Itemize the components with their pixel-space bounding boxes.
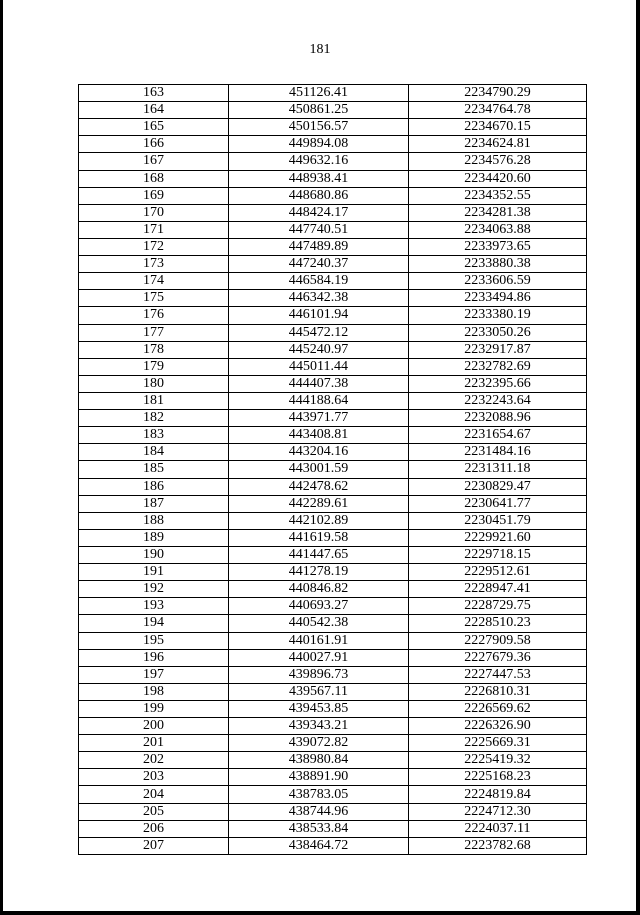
y-coordinate-cell: 2234352.55	[409, 187, 587, 204]
point-number-cell: 206	[79, 820, 229, 837]
table-row	[79, 649, 587, 666]
table-row	[79, 700, 587, 717]
y-coordinate-cell: 2233880.38	[409, 256, 587, 273]
table-row	[79, 718, 587, 735]
table-row	[79, 512, 587, 529]
x-coordinate-cell: 438464.72	[229, 837, 409, 854]
y-coordinate-cell: 2227447.53	[409, 666, 587, 683]
point-number-cell: 198	[79, 683, 229, 700]
x-coordinate-cell: 439567.11	[229, 683, 409, 700]
point-number-cell: 165	[79, 119, 229, 136]
table-row	[79, 837, 587, 854]
x-coordinate-cell: 439072.82	[229, 735, 409, 752]
y-coordinate-cell: 2230829.47	[409, 478, 587, 495]
y-coordinate-cell: 2225168.23	[409, 769, 587, 786]
table-row	[79, 598, 587, 615]
table-row	[79, 581, 587, 598]
y-coordinate-cell: 2227679.36	[409, 649, 587, 666]
x-coordinate-cell: 440693.27	[229, 598, 409, 615]
table-row	[79, 256, 587, 273]
point-number-cell: 201	[79, 735, 229, 752]
point-number-cell: 182	[79, 410, 229, 427]
x-coordinate-cell: 443204.16	[229, 444, 409, 461]
point-number-cell: 207	[79, 837, 229, 854]
x-coordinate-cell: 451126.41	[229, 85, 409, 102]
x-coordinate-cell: 440161.91	[229, 632, 409, 649]
point-number-cell: 200	[79, 718, 229, 735]
x-coordinate-cell: 438744.96	[229, 803, 409, 820]
table-row	[79, 204, 587, 221]
table-row	[79, 529, 587, 546]
table-row	[79, 136, 587, 153]
x-coordinate-cell: 448938.41	[229, 170, 409, 187]
x-coordinate-cell: 442478.62	[229, 478, 409, 495]
point-number-cell: 204	[79, 786, 229, 803]
x-coordinate-cell: 439343.21	[229, 718, 409, 735]
y-coordinate-cell: 2223782.68	[409, 837, 587, 854]
point-number-cell: 170	[79, 204, 229, 221]
point-number-cell: 171	[79, 221, 229, 238]
x-coordinate-cell: 440846.82	[229, 581, 409, 598]
x-coordinate-cell: 445240.97	[229, 341, 409, 358]
y-coordinate-cell: 2229512.61	[409, 564, 587, 581]
y-coordinate-cell: 2234420.60	[409, 170, 587, 187]
x-coordinate-cell: 440027.91	[229, 649, 409, 666]
point-number-cell: 183	[79, 427, 229, 444]
table-row	[79, 273, 587, 290]
x-coordinate-cell: 443408.81	[229, 427, 409, 444]
table-row	[79, 238, 587, 255]
y-coordinate-cell: 2234281.38	[409, 204, 587, 221]
y-coordinate-cell: 2232782.69	[409, 358, 587, 375]
scan-border-right	[636, 0, 640, 915]
y-coordinate-cell: 2228947.41	[409, 581, 587, 598]
x-coordinate-cell: 445472.12	[229, 324, 409, 341]
y-coordinate-cell: 2234063.88	[409, 221, 587, 238]
x-coordinate-cell: 446342.38	[229, 290, 409, 307]
point-number-cell: 180	[79, 375, 229, 392]
point-number-cell: 188	[79, 512, 229, 529]
y-coordinate-cell: 2231654.67	[409, 427, 587, 444]
x-coordinate-cell: 443001.59	[229, 461, 409, 478]
point-number-cell: 167	[79, 153, 229, 170]
table-row	[79, 769, 587, 786]
x-coordinate-cell: 441619.58	[229, 529, 409, 546]
y-coordinate-cell: 2232243.64	[409, 392, 587, 409]
y-coordinate-cell: 2229921.60	[409, 529, 587, 546]
point-number-cell: 176	[79, 307, 229, 324]
x-coordinate-cell: 438980.84	[229, 752, 409, 769]
y-coordinate-cell: 2229718.15	[409, 546, 587, 563]
point-number-cell: 178	[79, 341, 229, 358]
point-number-cell: 189	[79, 529, 229, 546]
table-row	[79, 221, 587, 238]
y-coordinate-cell: 2232395.66	[409, 375, 587, 392]
y-coordinate-cell: 2231311.18	[409, 461, 587, 478]
table-row	[79, 341, 587, 358]
point-number-cell: 202	[79, 752, 229, 769]
y-coordinate-cell: 2232088.96	[409, 410, 587, 427]
x-coordinate-cell: 442289.61	[229, 495, 409, 512]
point-number-cell: 196	[79, 649, 229, 666]
table-row	[79, 786, 587, 803]
table-row	[79, 735, 587, 752]
x-coordinate-cell: 448424.17	[229, 204, 409, 221]
table-row	[79, 85, 587, 102]
x-coordinate-cell: 450156.57	[229, 119, 409, 136]
x-coordinate-cell: 449894.08	[229, 136, 409, 153]
y-coordinate-cell: 2234670.15	[409, 119, 587, 136]
x-coordinate-cell: 448680.86	[229, 187, 409, 204]
table-row	[79, 187, 587, 204]
point-number-cell: 181	[79, 392, 229, 409]
table-row	[79, 461, 587, 478]
table-row	[79, 119, 587, 136]
page-number: 181	[309, 42, 331, 57]
x-coordinate-cell: 446584.19	[229, 273, 409, 290]
x-coordinate-cell: 439453.85	[229, 700, 409, 717]
table-row	[79, 375, 587, 392]
point-number-cell: 185	[79, 461, 229, 478]
point-number-cell: 203	[79, 769, 229, 786]
x-coordinate-cell: 438891.90	[229, 769, 409, 786]
point-number-cell: 163	[79, 85, 229, 102]
point-number-cell: 166	[79, 136, 229, 153]
y-coordinate-cell: 2226569.62	[409, 700, 587, 717]
x-coordinate-cell: 444188.64	[229, 392, 409, 409]
x-coordinate-cell: 447489.89	[229, 238, 409, 255]
point-number-cell: 194	[79, 615, 229, 632]
y-coordinate-cell: 2225669.31	[409, 735, 587, 752]
y-coordinate-cell: 2224819.84	[409, 786, 587, 803]
point-number-cell: 172	[79, 238, 229, 255]
table-row	[79, 444, 587, 461]
point-number-cell: 184	[79, 444, 229, 461]
y-coordinate-cell: 2225419.32	[409, 752, 587, 769]
table-row	[79, 803, 587, 820]
table-row	[79, 495, 587, 512]
y-coordinate-cell: 2234764.78	[409, 102, 587, 119]
table-row	[79, 546, 587, 563]
table-row	[79, 102, 587, 119]
point-number-cell: 190	[79, 546, 229, 563]
point-number-cell: 191	[79, 564, 229, 581]
table-row	[79, 666, 587, 683]
y-coordinate-cell: 2233973.65	[409, 238, 587, 255]
y-coordinate-cell: 2224037.11	[409, 820, 587, 837]
table-row	[79, 324, 587, 341]
y-coordinate-cell: 2234576.28	[409, 153, 587, 170]
x-coordinate-cell: 450861.25	[229, 102, 409, 119]
x-coordinate-cell: 447240.37	[229, 256, 409, 273]
x-coordinate-cell: 443971.77	[229, 410, 409, 427]
table-row	[79, 290, 587, 307]
table-row	[79, 632, 587, 649]
point-number-cell: 175	[79, 290, 229, 307]
x-coordinate-cell: 438533.84	[229, 820, 409, 837]
table-row	[79, 564, 587, 581]
point-number-cell: 169	[79, 187, 229, 204]
x-coordinate-cell: 440542.38	[229, 615, 409, 632]
y-coordinate-cell: 2227909.58	[409, 632, 587, 649]
y-coordinate-cell: 2231484.16	[409, 444, 587, 461]
x-coordinate-cell: 445011.44	[229, 358, 409, 375]
point-number-cell: 192	[79, 581, 229, 598]
table-row	[79, 410, 587, 427]
point-number-cell: 197	[79, 666, 229, 683]
y-coordinate-cell: 2224712.30	[409, 803, 587, 820]
y-coordinate-cell: 2233380.19	[409, 307, 587, 324]
point-number-cell: 205	[79, 803, 229, 820]
y-coordinate-cell: 2228510.23	[409, 615, 587, 632]
point-number-cell: 195	[79, 632, 229, 649]
x-coordinate-cell: 446101.94	[229, 307, 409, 324]
table-row	[79, 307, 587, 324]
point-number-cell: 174	[79, 273, 229, 290]
table-row	[79, 820, 587, 837]
table-row	[79, 392, 587, 409]
y-coordinate-cell: 2230451.79	[409, 512, 587, 529]
y-coordinate-cell: 2230641.77	[409, 495, 587, 512]
point-number-cell: 187	[79, 495, 229, 512]
table-row	[79, 427, 587, 444]
y-coordinate-cell: 2232917.87	[409, 341, 587, 358]
table-row	[79, 615, 587, 632]
point-number-cell: 173	[79, 256, 229, 273]
point-number-cell: 186	[79, 478, 229, 495]
x-coordinate-cell: 438783.05	[229, 786, 409, 803]
point-number-cell: 177	[79, 324, 229, 341]
x-coordinate-cell: 449632.16	[229, 153, 409, 170]
y-coordinate-cell: 2228729.75	[409, 598, 587, 615]
y-coordinate-cell: 2233050.26	[409, 324, 587, 341]
scan-border-left	[0, 0, 3, 915]
table-row	[79, 752, 587, 769]
x-coordinate-cell: 439896.73	[229, 666, 409, 683]
y-coordinate-cell: 2233494.86	[409, 290, 587, 307]
y-coordinate-cell: 2234624.81	[409, 136, 587, 153]
y-coordinate-cell: 2226326.90	[409, 718, 587, 735]
y-coordinate-cell: 2233606.59	[409, 273, 587, 290]
point-number-cell: 179	[79, 358, 229, 375]
coordinates-table-body	[79, 85, 587, 855]
point-number-cell: 164	[79, 102, 229, 119]
y-coordinate-cell: 2234790.29	[409, 85, 587, 102]
point-number-cell: 193	[79, 598, 229, 615]
x-coordinate-cell: 441278.19	[229, 564, 409, 581]
x-coordinate-cell: 447740.51	[229, 221, 409, 238]
scan-border-bottom	[0, 911, 640, 915]
table-row	[79, 358, 587, 375]
coordinates-table	[78, 84, 587, 855]
y-coordinate-cell: 2226810.31	[409, 683, 587, 700]
x-coordinate-cell: 441447.65	[229, 546, 409, 563]
table-row	[79, 170, 587, 187]
point-number-cell: 168	[79, 170, 229, 187]
point-number-cell: 199	[79, 700, 229, 717]
table-row	[79, 683, 587, 700]
x-coordinate-cell: 444407.38	[229, 375, 409, 392]
table-row	[79, 153, 587, 170]
table-row	[79, 478, 587, 495]
x-coordinate-cell: 442102.89	[229, 512, 409, 529]
